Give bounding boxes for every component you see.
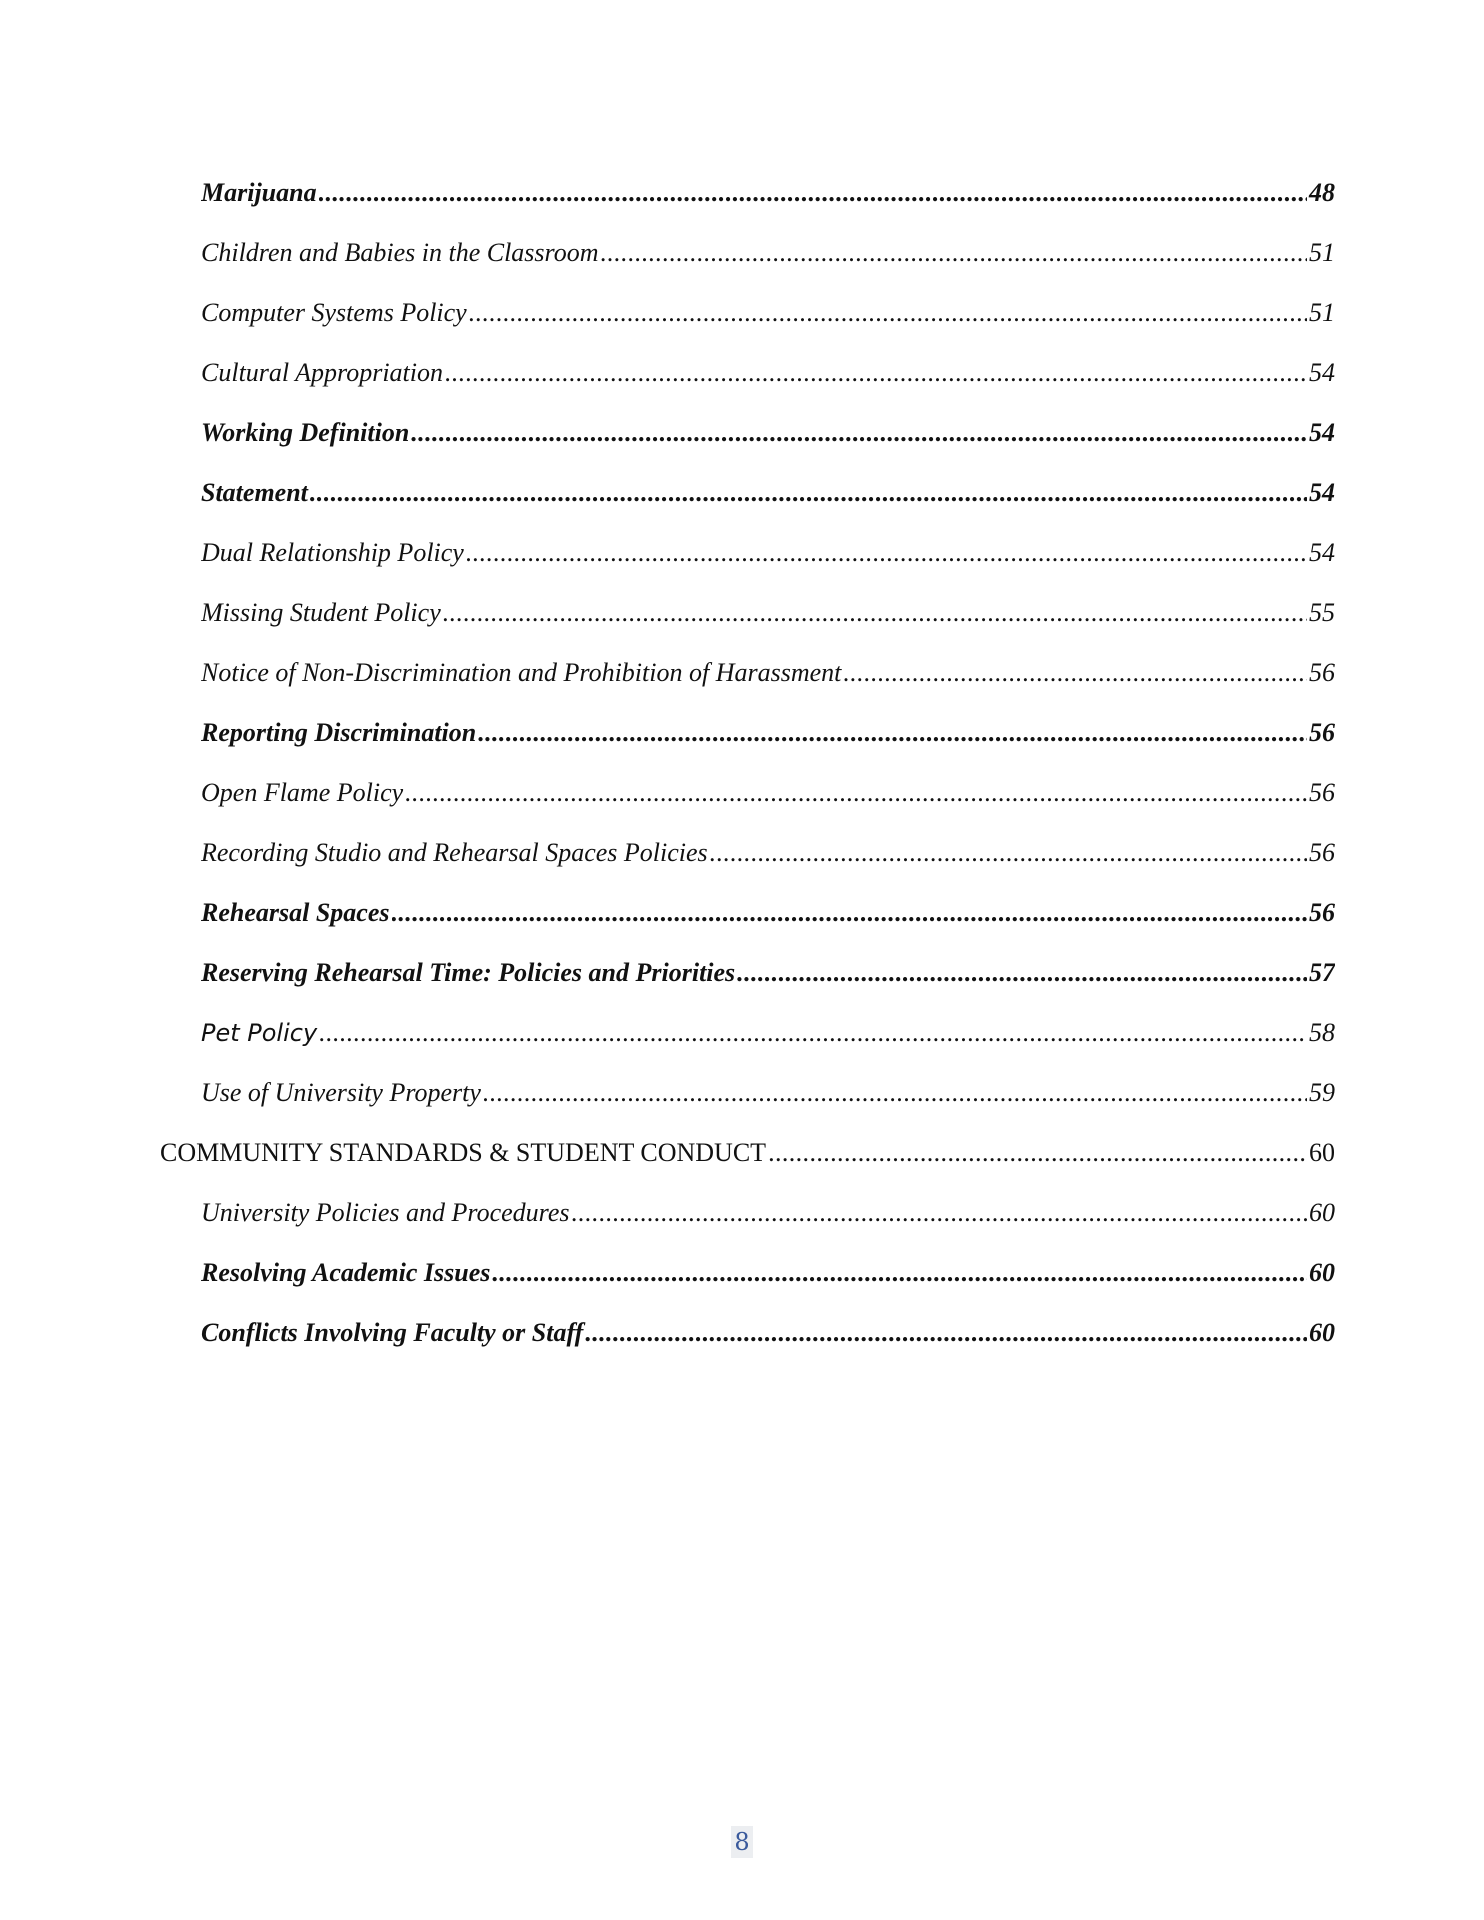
dot-leader (319, 1015, 1307, 1051)
page-number-footer (0, 1826, 1484, 1858)
toc-entry-page: 56 (1309, 898, 1335, 927)
toc-entry-title: Rehearsal Spaces (201, 898, 390, 927)
toc-entry-page: 51 (1309, 238, 1335, 267)
toc-entry[interactable] (0, 1315, 1484, 1375)
toc-entry-title: Cultural Appropriation (201, 358, 443, 387)
toc-entry[interactable] (0, 355, 1484, 415)
toc-entry-title: Working Definition (201, 418, 410, 447)
dot-leader (585, 1315, 1307, 1351)
toc-entry[interactable] (0, 175, 1484, 235)
toc-entry-page: 54 (1309, 418, 1335, 447)
toc-entry-title: Reporting Discrimination (201, 718, 477, 747)
toc-entry-page: 54 (1309, 358, 1335, 387)
toc-entry-title: Reserving Rehearsal Time: Policies and Priorities (201, 958, 736, 987)
toc-entry[interactable] (0, 1015, 1484, 1075)
toc-entry-page: 54 (1309, 478, 1335, 507)
toc-entry-page: 59 (1309, 1078, 1335, 1107)
toc-entry[interactable] (0, 1135, 1484, 1195)
toc-entry[interactable] (0, 835, 1484, 895)
dot-leader (411, 415, 1307, 451)
toc-entry-page: 56 (1309, 838, 1335, 867)
toc-entry-page: 60 (1309, 1318, 1335, 1347)
toc-entry-page: 60 (1309, 1138, 1335, 1167)
dot-leader (310, 475, 1307, 511)
toc-entry-page: 58 (1309, 1018, 1335, 1047)
toc-entry-page: 60 (1309, 1258, 1335, 1287)
toc-entry[interactable] (0, 895, 1484, 955)
toc-entry-title: Conflicts Involving Faculty or Staff (201, 1318, 584, 1347)
toc-entry-title: University Policies and Procedures (201, 1198, 570, 1227)
toc-entry-page: 51 (1309, 298, 1335, 327)
dot-leader (600, 235, 1307, 271)
dot-leader (737, 955, 1307, 991)
toc-entry-title: Notice of Non-Discrimination and Prohibition of Harassment (201, 658, 842, 687)
toc-entry[interactable] (0, 235, 1484, 295)
toc-entry-title: Missing Student Policy (201, 598, 441, 627)
toc-entry-title: Marijuana (201, 178, 317, 207)
dot-leader (483, 1075, 1307, 1111)
toc-entry-page: 60 (1309, 1198, 1335, 1227)
toc-entry-title: Children and Babies in the Classroom (201, 238, 599, 267)
dot-leader (405, 775, 1307, 811)
toc-entry-title: Dual Relationship Policy (201, 538, 464, 567)
toc-entry-page: 56 (1309, 778, 1335, 807)
toc-entry[interactable] (0, 1195, 1484, 1255)
toc-entry-title: Pet Policy (201, 1019, 318, 1047)
dot-leader (768, 1135, 1307, 1171)
toc-entry-title: COMMUNITY STANDARDS & STUDENT CONDUCT (160, 1138, 767, 1167)
toc-entry[interactable] (0, 1255, 1484, 1315)
toc-entry[interactable] (0, 715, 1484, 775)
toc-entry[interactable] (0, 955, 1484, 1015)
dot-leader (466, 535, 1307, 571)
toc-entry-title: Resolving Academic Issues (201, 1258, 491, 1287)
toc-entry[interactable] (0, 775, 1484, 835)
toc-entry-title: Open Flame Policy (201, 778, 404, 807)
table-of-contents (0, 175, 1484, 1375)
dot-leader (710, 835, 1307, 871)
toc-entry[interactable] (0, 475, 1484, 535)
toc-entry-page: 56 (1309, 658, 1335, 687)
dot-leader (392, 895, 1308, 931)
dot-leader (443, 595, 1307, 631)
toc-entry[interactable] (0, 535, 1484, 595)
toc-entry-title: Computer Systems Policy (201, 298, 467, 327)
toc-entry-page: 56 (1309, 718, 1335, 747)
toc-entry-title: Recording Studio and Rehearsal Spaces Policies (201, 838, 708, 867)
dot-leader (445, 355, 1307, 391)
dot-leader (843, 655, 1307, 691)
toc-entry-title: Use of University Property (201, 1078, 481, 1107)
toc-entry[interactable] (0, 415, 1484, 475)
dot-leader (319, 175, 1307, 211)
dot-leader (492, 1255, 1307, 1291)
toc-entry[interactable] (0, 1075, 1484, 1135)
dot-leader (478, 715, 1307, 751)
toc-entry[interactable] (0, 595, 1484, 655)
dot-leader (469, 295, 1307, 331)
toc-entry-page: 57 (1309, 958, 1335, 987)
dot-leader (571, 1195, 1307, 1231)
toc-entry[interactable] (0, 655, 1484, 715)
toc-entry-title: Statement (201, 478, 308, 507)
page-number: 8 (731, 1826, 752, 1858)
toc-entry-page: 54 (1309, 538, 1335, 567)
toc-entry[interactable] (0, 295, 1484, 355)
toc-entry-page: 55 (1309, 598, 1335, 627)
toc-entry-page: 48 (1309, 178, 1335, 207)
